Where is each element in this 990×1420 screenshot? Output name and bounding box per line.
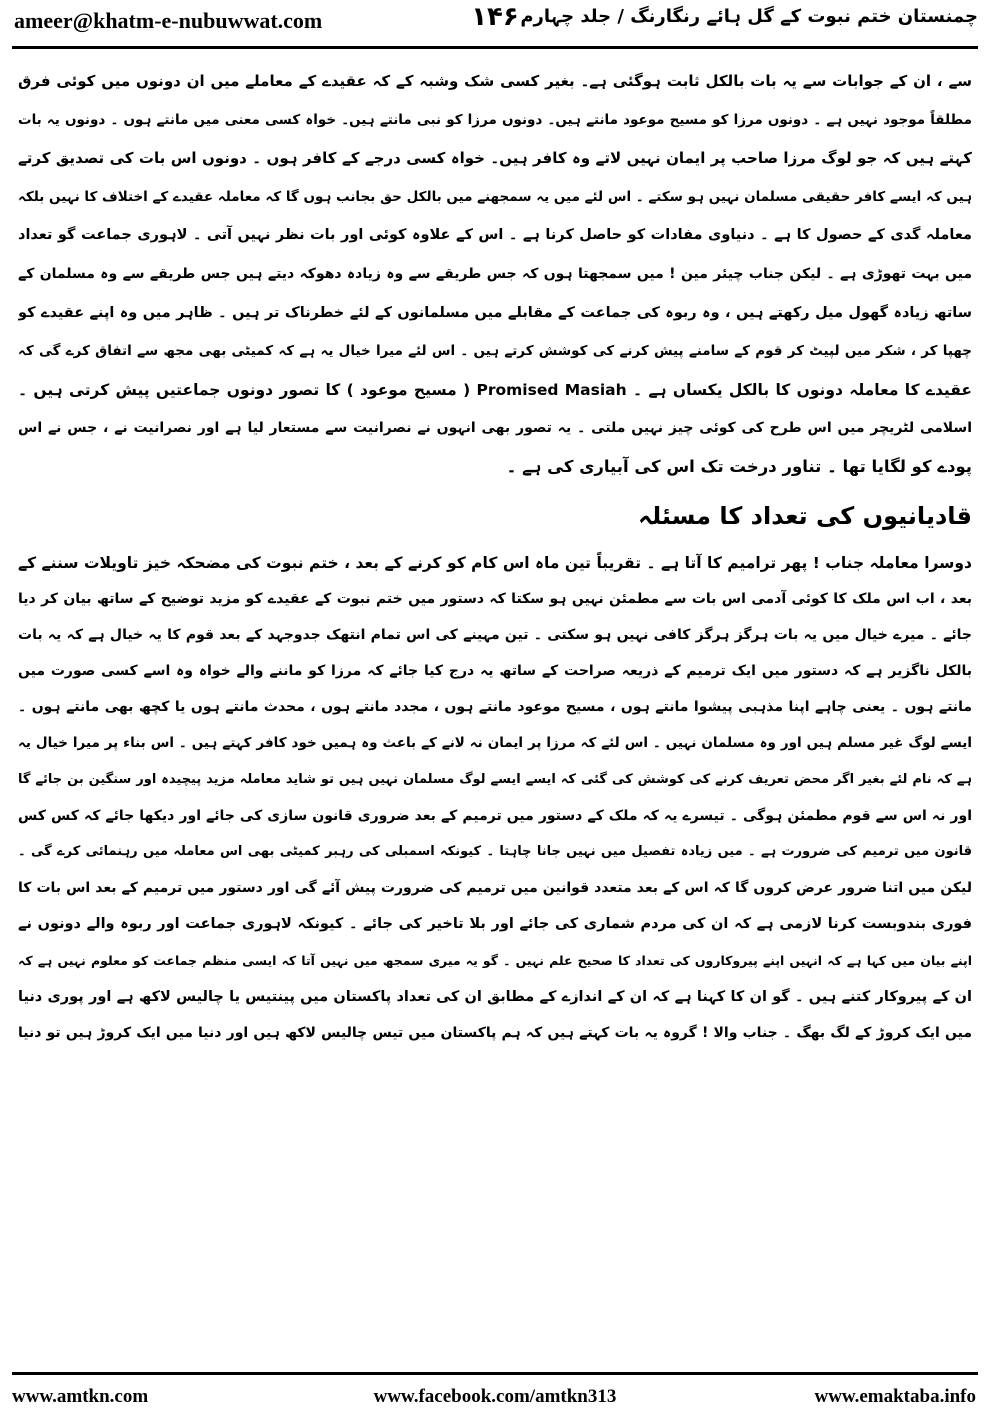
text-line: ہے کہ نام لئے بغیر اگر محض تعریف کرنے کی کوشش کی گئی کہ ایسے ایسے لوگ مسلمان نہیں ہیں تو شاید معاملہ مزید پیچیدہ اور سنگین بن جائے گا bbox=[18, 771, 972, 787]
text-line: عقیدے کا معاملہ دونوں کا بالکل یکساں ہے ۔ Promised Masiah ( مسیح موعود ) کا تصور دونوں جماعتیں پیش کرتی ہیں ۔ bbox=[18, 380, 972, 399]
text-line: اور نہ اس سے قوم مطمئن ہوگی ۔ تیسرے یہ کہ ملک کے دستور میں ترمیم کے بعد ضروری قانون سازی کی جائے اور دیکھا جائے کہ کس کس bbox=[18, 807, 972, 824]
text-line: میں بہت تھوڑی ہے ۔ لیکن جناب چیئر مین ! میں سمجھتا ہوں کہ جس طریقے سے وہ زیادہ دھوکہ دیتے ہیں جس طریقے سے وہ مسلمان کے bbox=[18, 265, 972, 282]
paragraph-2 bbox=[18, 545, 972, 1052]
page-header bbox=[0, 0, 990, 48]
text-line: ایسے لوگ غیر مسلم ہیں اور وہ مسلمان نہیں ۔ اس لئے کہ مرزا پر ایمان نہ لانے کے باعث وہ ہمیں خود کافر کہتے ہیں ۔ اس بناء پر میرا خیال یہ bbox=[18, 735, 972, 752]
text-line: مطلقاً موجود نہیں ہے ۔ دونوں مرزا کو مسیح موعود مانتے ہیں۔ دونوں مرزا کو نبی مانتے ہیں۔ خواہ کسی معنی میں مانتے ہوں ۔ دونوں یہ بات bbox=[18, 111, 972, 128]
text-line: مانتے ہوں ۔ یعنی چاہے اپنا مذہبی پیشوا مانتے ہوں ، مسیح موعود مانتے ہوں ، مجدد مانتے ہوں ، محدث مانتے ہوں یا کچھ بھی مانتے ہوں ۔ bbox=[18, 699, 972, 716]
text-line: دوسرا معاملہ جناب ! پھر ترامیم کا آتا ہے ۔ تقریباً تین ماہ اس کام کو کرنے کے بعد ، ختم نبوت کی مضحکہ خیز تاویلات سننے کے bbox=[18, 553, 972, 572]
text-line: ساتھ زیادہ گھول میل رکھتے ہیں ، وہ ربوہ کی جماعت کے مقابلے میں مسلمانوں کے لئے خطرناک تر ہیں ۔ ظاہر میں وہ اپنے عقیدے کو bbox=[18, 304, 972, 321]
footer-facebook-link[interactable]: www.facebook.com/amtkn313 bbox=[373, 1386, 617, 1407]
header-divider bbox=[12, 46, 978, 49]
page-footer bbox=[0, 1382, 990, 1414]
footer-library-link[interactable]: www.emaktaba.info bbox=[814, 1386, 976, 1407]
text-line: کہتے ہیں کہ جو لوگ مرزا صاحب پر ایمان نہیں لاتے وہ کافر ہیں۔ خواہ کسی درجے کے کافر ہوں ۔ دونوں اس بات کی تصدیق کرتے bbox=[18, 149, 972, 168]
text-line: فوری بندوبست کرنا لازمی ہے کہ ان کی مردم شماری کی جائے اور بلا تاخیر کی جائے ۔ کیونکہ لاہوری جماعت اور ربوہ والے دونوں نے bbox=[18, 916, 972, 933]
header-email: ameer@khatm-e-nubuwwat.com bbox=[14, 8, 323, 33]
section-heading: قادیانیوں کی تعداد کا مسئلہ bbox=[638, 501, 972, 530]
text-line: اپنے بیان میں کہا ہے کہ انہیں اپنے پیروکاروں کی تعداد کا صحیح علم نہیں ۔ گو یہ میری سمجھ میں نہیں آتا کہ ایسی منظم جماعت کو معلوم نہیں ہے کہ bbox=[18, 952, 972, 968]
page-body bbox=[18, 62, 972, 1051]
text-line: اسلامی لٹریچر میں اس طرح کی کوئی چیز نہیں ملتی ۔ یہ تصور بھی انہوں نے نصرانیت سے مستعار لیا ہے اور نصرانیت نے ، جس نے اس bbox=[18, 420, 972, 437]
text-line: بعد ، اب اس ملک کا کوئی آدمی اس بات سے مطمئن نہیں ہو سکتا کہ دستور میں ختم نبوت کے عقیدے کو مزید توضیح کے ساتھ بیان کر دیا bbox=[18, 590, 972, 607]
paragraph-1 bbox=[18, 62, 972, 487]
book-title: چمنستان ختم نبوت کے گل ہائے رنگارنگ / جلد چہارم bbox=[520, 6, 978, 27]
page-number: ۱۴۶ bbox=[471, 2, 519, 32]
text-line: پودے کو لگایا تھا ۔ تناور درخت تک اس کی آبیاری کی ہے ۔ bbox=[506, 456, 972, 476]
footer-website-link[interactable]: www.amtkn.com bbox=[12, 1386, 149, 1407]
text-line: سے ، ان کے جوابات سے یہ بات بالکل ثابت ہوگئی ہے۔ بغیر کسی شک وشبہ کے کہ عقیدے کے معاملے میں ان دونوں میں کوئی فرق bbox=[18, 72, 972, 90]
text-line: بالکل ناگزیر ہے کہ دستور میں ایک ترمیم کے ذریعہ صراحت کے ساتھ یہ درج کیا جائے کہ مرزا کو ماننے والے خواہ وہ اسے کسی صورت میں bbox=[18, 663, 972, 680]
text-line: میں ایک کروڑ کے لگ بھگ ۔ جناب والا ! گروہ یہ بات کہتے ہیں کہ ہم پاکستان میں تیس چالیس لاکھ ہیں اور دنیا میں ایک کروڑ ہیں تو دنیا bbox=[18, 1024, 972, 1041]
text-line: قانون میں ترمیم کی ضرورت ہے ۔ میں زیادہ تفصیل میں نہیں جانا چاہتا ۔ کیونکہ اسمبلی کی رہبر کمیٹی بھی اس معاملہ میں رہنمائی کرے گی ۔ bbox=[18, 844, 972, 860]
text-line: لیکن میں اتنا ضرور عرض کروں گا کہ اس کے بعد متعدد قوانین میں ترمیم کی ضرورت پیش آئے گی اور دستور میں ترمیم کے بعد اس بات کا bbox=[18, 880, 972, 897]
footer-divider bbox=[12, 1372, 978, 1375]
text-line: جائے ۔ میرے خیال میں یہ بات ہرگز ہرگز کافی نہیں ہو سکتی ۔ تین مہینے کی اس تمام انتھک جدوجہد کے بعد قوم کا یہ خیال ہے کہ یہ بات bbox=[18, 626, 972, 643]
text-line: معاملہ گدی کے حصول کا ہے ۔ دنیاوی مفادات کو حاصل کرنا ہے ۔ اس کے علاوہ کوئی اور بات نظر نہیں آتی ۔ لاہوری جماعت گو تعداد bbox=[18, 227, 972, 244]
text-line: ان کے پیروکار کتنے ہیں ۔ گو ان کا کہنا ہے کہ ان کے اندازے کے مطابق ان کی تعداد پاکستان میں پینتیس یا چالیس لاکھ ہے اور پوری دنیا bbox=[18, 988, 972, 1005]
text-line: چھپا کر ، شکر میں لپیٹ کر قوم کے سامنے پیش کرنے کی کوشش کرتے ہیں ۔ اس لئے میرا خیال یہ ہے کہ کمیٹی بھی مجھ سے اتفاق کرے گی کہ bbox=[18, 343, 972, 360]
text-line: ہیں کہ ایسے کافر حقیقی مسلمان نہیں ہو سکتے ۔ اس لئے میں یہ سمجھنے میں بالکل حق بجانب ہوں گا کہ معاملہ عقیدے کے اختلاف کا نہیں بلکہ bbox=[18, 188, 972, 205]
